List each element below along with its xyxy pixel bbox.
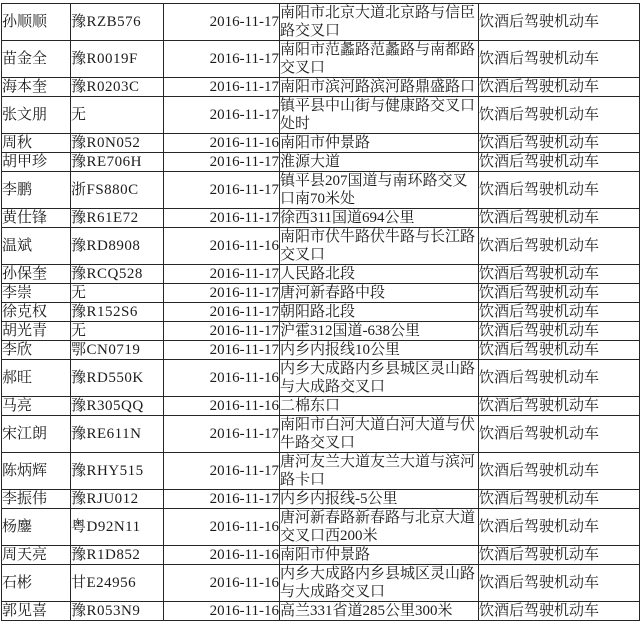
cell-location: 南阳市白河大道白河大道与伏牛路交叉口 — [280, 416, 479, 453]
cell-date: 2016-11-17 — [164, 303, 280, 322]
cell-location: 内乡内报线-5公里 — [280, 490, 479, 509]
cell-name: 温斌 — [2, 228, 71, 265]
cell-plate: 豫R0019F — [71, 41, 164, 78]
cell-location: 唐河新春路中段 — [280, 284, 479, 303]
cell-location: 唐河友兰大道友兰大道与滨河路卡口 — [280, 453, 479, 490]
cell-violation: 饮酒后驾驶机动车 — [479, 546, 640, 565]
cell-name: 李振伟 — [2, 490, 71, 509]
cell-name: 苗金全 — [2, 41, 71, 78]
table-row — [2, 284, 640, 303]
cell-plate: 无 — [71, 97, 164, 134]
cell-location: 二棉东口 — [280, 397, 479, 416]
cell-name: 孙保奎 — [2, 265, 71, 284]
table-row — [2, 172, 640, 209]
table-row — [2, 341, 640, 360]
cell-date: 2016-11-17 — [164, 4, 280, 41]
cell-location: 朝阳路北段 — [280, 303, 479, 322]
cell-name: 马亮 — [2, 397, 71, 416]
cell-violation: 饮酒后驾驶机动车 — [479, 453, 640, 490]
cell-date: 2016-11-17 — [164, 97, 280, 134]
table-row — [2, 546, 640, 565]
cell-location: 徐西311国道694公里 — [280, 209, 479, 228]
cell-plate: 粤D92N11 — [71, 509, 164, 546]
table-row — [2, 209, 640, 228]
cell-plate: 无 — [71, 322, 164, 341]
cell-plate: 浙FS880C — [71, 172, 164, 209]
cell-plate: 豫RE706H — [71, 153, 164, 172]
cell-date: 2016-11-16 — [164, 360, 280, 397]
cell-plate: 豫R61E72 — [71, 209, 164, 228]
cell-violation: 饮酒后驾驶机动车 — [479, 153, 640, 172]
table-row — [2, 322, 640, 341]
cell-plate: 豫RE611N — [71, 416, 164, 453]
cell-date: 2016-11-16 — [164, 509, 280, 546]
cell-violation: 饮酒后驾驶机动车 — [479, 565, 640, 602]
cell-location: 内乡内报线10公里 — [280, 341, 479, 360]
cell-date: 2016-11-16 — [164, 565, 280, 602]
table-row — [2, 41, 640, 78]
cell-date: 2016-11-17 — [164, 322, 280, 341]
cell-location: 南阳市仲景路 — [280, 546, 479, 565]
cell-date: 2016-11-16 — [164, 228, 280, 265]
table-row — [2, 265, 640, 284]
cell-violation: 饮酒后驾驶机动车 — [479, 322, 640, 341]
table-row — [2, 416, 640, 453]
cell-date: 2016-11-17 — [164, 416, 280, 453]
cell-plate: 豫RJU012 — [71, 490, 164, 509]
cell-name: 海本奎 — [2, 78, 71, 97]
cell-plate: 豫RCQ528 — [71, 265, 164, 284]
cell-location: 南阳市滨河路滨河路鼎盛路口 — [280, 78, 479, 97]
cell-plate: 豫RD550K — [71, 360, 164, 397]
cell-plate: 无 — [71, 284, 164, 303]
cell-location: 内乡大成路内乡县城区灵山路与大成路交叉口 — [280, 565, 479, 602]
cell-date: 2016-11-17 — [164, 172, 280, 209]
cell-violation: 饮酒后驾驶机动车 — [479, 41, 640, 78]
cell-violation: 饮酒后驾驶机动车 — [479, 303, 640, 322]
table-row — [2, 565, 640, 602]
cell-location: 淮源大道 — [280, 153, 479, 172]
cell-name: 杨鏖 — [2, 509, 71, 546]
cell-name: 黄仕锋 — [2, 209, 71, 228]
cell-violation: 饮酒后驾驶机动车 — [479, 602, 640, 621]
cell-date: 2016-11-16 — [164, 546, 280, 565]
violation-table — [1, 3, 640, 621]
cell-violation: 饮酒后驾驶机动车 — [479, 490, 640, 509]
cell-date: 2016-11-17 — [164, 341, 280, 360]
cell-date: 2016-11-16 — [164, 397, 280, 416]
cell-violation: 饮酒后驾驶机动车 — [479, 228, 640, 265]
cell-location: 沪霍312国道-638公里 — [280, 322, 479, 341]
cell-name: 郭见喜 — [2, 602, 71, 621]
cell-plate: 豫RZB576 — [71, 4, 164, 41]
cell-date: 2016-11-17 — [164, 209, 280, 228]
table-row — [2, 4, 640, 41]
table-row — [2, 97, 640, 134]
cell-location: 南阳市范蠡路范蠡路与南都路交叉口 — [280, 41, 479, 78]
cell-location: 南阳市伏牛路伏牛路与长江路交叉口 — [280, 228, 479, 265]
cell-name: 石彬 — [2, 565, 71, 602]
cell-name: 张文朋 — [2, 97, 71, 134]
cell-plate: 豫R1D852 — [71, 546, 164, 565]
cell-violation: 饮酒后驾驶机动车 — [479, 341, 640, 360]
cell-date: 2016-11-17 — [164, 265, 280, 284]
table-row — [2, 153, 640, 172]
cell-name: 李欣 — [2, 341, 71, 360]
cell-date: 2016-11-17 — [164, 453, 280, 490]
cell-violation: 饮酒后驾驶机动车 — [479, 509, 640, 546]
cell-location: 南阳市北京大道北京路与信臣路交叉口 — [280, 4, 479, 41]
cell-violation: 饮酒后驾驶机动车 — [479, 284, 640, 303]
cell-violation: 饮酒后驾驶机动车 — [479, 416, 640, 453]
cell-date: 2016-11-16 — [164, 602, 280, 621]
cell-location: 人民路北段 — [280, 265, 479, 284]
table-row — [2, 78, 640, 97]
violation-table-body — [2, 4, 640, 621]
cell-date: 2016-11-16 — [164, 134, 280, 153]
cell-plate: 鄂CN0719 — [71, 341, 164, 360]
cell-violation: 饮酒后驾驶机动车 — [479, 265, 640, 284]
cell-date: 2016-11-17 — [164, 284, 280, 303]
cell-date: 2016-11-17 — [164, 490, 280, 509]
cell-plate: 豫R152S6 — [71, 303, 164, 322]
table-row — [2, 602, 640, 621]
cell-name: 胡光青 — [2, 322, 71, 341]
cell-plate: 豫RD8908 — [71, 228, 164, 265]
cell-violation: 饮酒后驾驶机动车 — [479, 134, 640, 153]
cell-location: 唐河新春路新春路与北京大道交叉口西200米 — [280, 509, 479, 546]
cell-plate: 豫R0203C — [71, 78, 164, 97]
cell-plate: 豫RHY515 — [71, 453, 164, 490]
cell-plate: 豫R305QQ — [71, 397, 164, 416]
cell-plate: 豫R053N9 — [71, 602, 164, 621]
cell-plate: 豫R0N052 — [71, 134, 164, 153]
cell-violation: 饮酒后驾驶机动车 — [479, 97, 640, 134]
cell-violation: 饮酒后驾驶机动车 — [479, 360, 640, 397]
cell-violation: 饮酒后驾驶机动车 — [479, 397, 640, 416]
cell-name: 孙顺顺 — [2, 4, 71, 41]
cell-name: 周天亮 — [2, 546, 71, 565]
table-row — [2, 360, 640, 397]
cell-name: 李崇 — [2, 284, 71, 303]
table-row — [2, 134, 640, 153]
table-row — [2, 228, 640, 265]
table-row — [2, 490, 640, 509]
cell-name: 胡甲珍 — [2, 153, 71, 172]
cell-location: 南阳市仲景路 — [280, 134, 479, 153]
cell-location: 高兰331省道285公里300米 — [280, 602, 479, 621]
cell-name: 徐克权 — [2, 303, 71, 322]
table-row — [2, 509, 640, 546]
cell-location: 镇平县中山街与健康路交叉口处时 — [280, 97, 479, 134]
cell-date: 2016-11-17 — [164, 153, 280, 172]
cell-name: 郝旺 — [2, 360, 71, 397]
cell-name: 周秋 — [2, 134, 71, 153]
cell-date: 2016-11-17 — [164, 41, 280, 78]
table-row — [2, 397, 640, 416]
table-row — [2, 453, 640, 490]
cell-location: 内乡大成路内乡县城区灵山路与大成路交叉口 — [280, 360, 479, 397]
cell-location: 镇平县207国道与南环路交叉口南70米处 — [280, 172, 479, 209]
cell-violation: 饮酒后驾驶机动车 — [479, 78, 640, 97]
cell-violation: 饮酒后驾驶机动车 — [479, 4, 640, 41]
cell-name: 陈炳辉 — [2, 453, 71, 490]
cell-violation: 饮酒后驾驶机动车 — [479, 209, 640, 228]
cell-name: 宋江朗 — [2, 416, 71, 453]
table-row — [2, 303, 640, 322]
cell-name: 李鹏 — [2, 172, 71, 209]
cell-plate: 甘E24956 — [71, 565, 164, 602]
cell-date: 2016-11-17 — [164, 78, 280, 97]
cell-violation: 饮酒后驾驶机动车 — [479, 172, 640, 209]
